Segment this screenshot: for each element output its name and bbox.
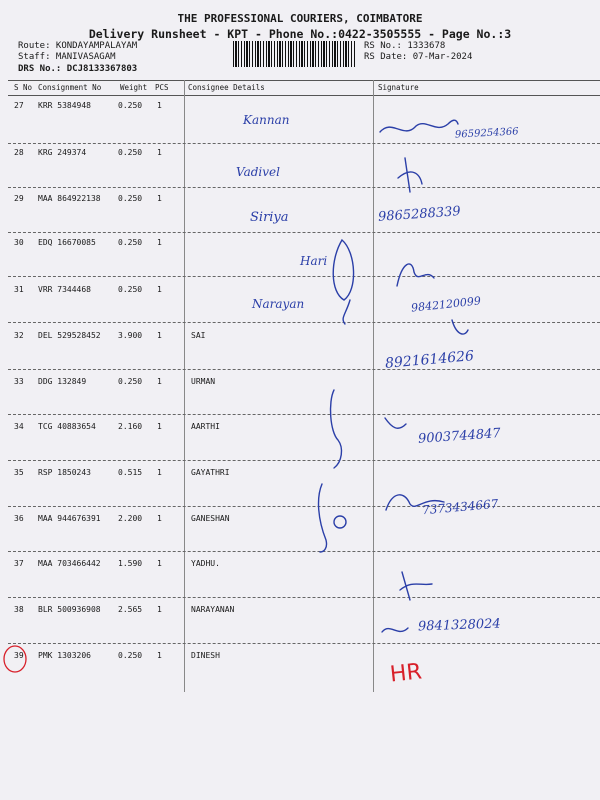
row-consignment: KRG 249374 (38, 148, 87, 157)
row-sno: 30 (14, 238, 24, 247)
col-consignee: Consignee Details (188, 83, 265, 92)
row-weight: 0.250 (118, 377, 143, 386)
drs-number: DRS No.: DCJ8133367803 (18, 64, 138, 74)
row-pcs: 1 (157, 422, 162, 431)
row-sno: 32 (14, 331, 24, 340)
row-pcs: 1 (157, 331, 162, 340)
row-consignment: RSP 1850243 (38, 468, 91, 477)
row-pcs: 1 (157, 514, 162, 523)
row-pcs: 1 (157, 101, 162, 110)
row-consignee: URMAN (191, 377, 216, 386)
col-sno: S No (14, 83, 33, 92)
row-sno: 31 (14, 285, 24, 294)
row-sno: 28 (14, 148, 24, 157)
row-consignee: GAYATHRI (191, 468, 230, 477)
handwritten-name-29: Siriya (250, 210, 289, 225)
row-consignee: SAI (191, 331, 206, 340)
row-consignment: MAA 864922138 (38, 194, 101, 203)
row-weight: 0.250 (118, 238, 143, 247)
row-consignment: PMK 1303206 (38, 651, 91, 660)
handwritten-mark-39: HR (388, 659, 424, 688)
row-pcs: 1 (157, 605, 162, 614)
row-weight: 0.250 (118, 194, 143, 203)
row-consignment: KRR 5384948 (38, 101, 91, 110)
handwritten-phone-31: 9842120099 (410, 294, 482, 315)
row-consignment: EDQ 16670085 (38, 238, 96, 247)
rs-number: RS No.: 1333678 (364, 41, 446, 51)
rs-date: RS Date: 07-Mar-2024 (364, 52, 473, 62)
row-sno: 27 (14, 101, 24, 110)
row-consignment: DEL 529528452 (38, 331, 101, 340)
row-consignment: BLR 500936908 (38, 605, 101, 614)
row-sno: 39 (14, 651, 24, 660)
row-pcs: 1 (157, 148, 162, 157)
row-consignee: AARTHI (191, 422, 220, 431)
row-weight: 0.250 (118, 285, 143, 294)
row-consignee: DINESH (191, 651, 220, 660)
row-consignment: TCG 40883654 (38, 422, 96, 431)
company-name: THE PROFESSIONAL COURIERS, COIMBATORE (177, 12, 423, 25)
handwritten-name-28: Vadivel (236, 165, 280, 179)
handwritten-name-30: Hari (300, 254, 328, 268)
row-weight: 1.590 (118, 559, 143, 568)
row-consignee: YADHU. (191, 559, 220, 568)
row-pcs: 1 (157, 559, 162, 568)
row-sno: 38 (14, 605, 24, 614)
row-sno: 37 (14, 559, 24, 568)
handwritten-phone-29: 9865288339 (377, 204, 462, 225)
row-consignee: GANESHAN (191, 514, 230, 523)
row-weight: 0.250 (118, 101, 143, 110)
row-sno: 36 (14, 514, 24, 523)
row-pcs: 1 (157, 194, 162, 203)
row-weight: 3.900 (118, 331, 143, 340)
row-pcs: 1 (157, 651, 162, 660)
row-sno: 33 (14, 377, 24, 386)
handwritten-phone-34: 9003744847 (417, 426, 502, 447)
col-consignment: Consignment No (38, 83, 102, 92)
row-sno: 34 (14, 422, 24, 431)
row-pcs: 1 (157, 377, 162, 386)
row-consignment: MAA 703466442 (38, 559, 101, 568)
handwritten-phone-36: 7373434667 (421, 496, 499, 518)
row-consignment: VRR 7344468 (38, 285, 91, 294)
row-weight: 2.200 (118, 514, 143, 523)
row-sno: 35 (14, 468, 24, 477)
handwritten-phone-32: 8921614626 (384, 348, 475, 372)
row-consignee: NARAYANAN (191, 605, 235, 614)
handwritten-name-27: Kannan (243, 113, 290, 127)
row-pcs: 1 (157, 238, 162, 247)
row-weight: 2.565 (118, 605, 143, 614)
runsheet-title: Delivery Runsheet - KPT - Phone No.:0422-3505555 - Page No.:3 (88, 27, 512, 41)
row-weight: 0.250 (118, 651, 143, 660)
handwritten-phone-27: 9659254366 (454, 126, 519, 141)
row-pcs: 1 (157, 285, 162, 294)
row-weight: 2.160 (118, 422, 143, 431)
staff-label: Staff: MANIVASAGAM (18, 52, 116, 62)
col-weight: Weight (120, 83, 148, 92)
row-pcs: 1 (157, 468, 162, 477)
handwritten-phone-38: 9841328024 (417, 616, 501, 635)
handwritten-name-31: Narayan (252, 297, 305, 311)
col-pcs: PCS (155, 83, 169, 92)
route-label: Route: KONDAYAMPALAYAM (18, 41, 138, 51)
row-consignment: MAA 944676391 (38, 514, 101, 523)
row-consignment: DDG 132849 (38, 377, 87, 386)
row-weight: 0.250 (118, 148, 143, 157)
col-signature: Signature (378, 83, 419, 92)
row-sno: 29 (14, 194, 24, 203)
row-weight: 0.515 (118, 468, 143, 477)
